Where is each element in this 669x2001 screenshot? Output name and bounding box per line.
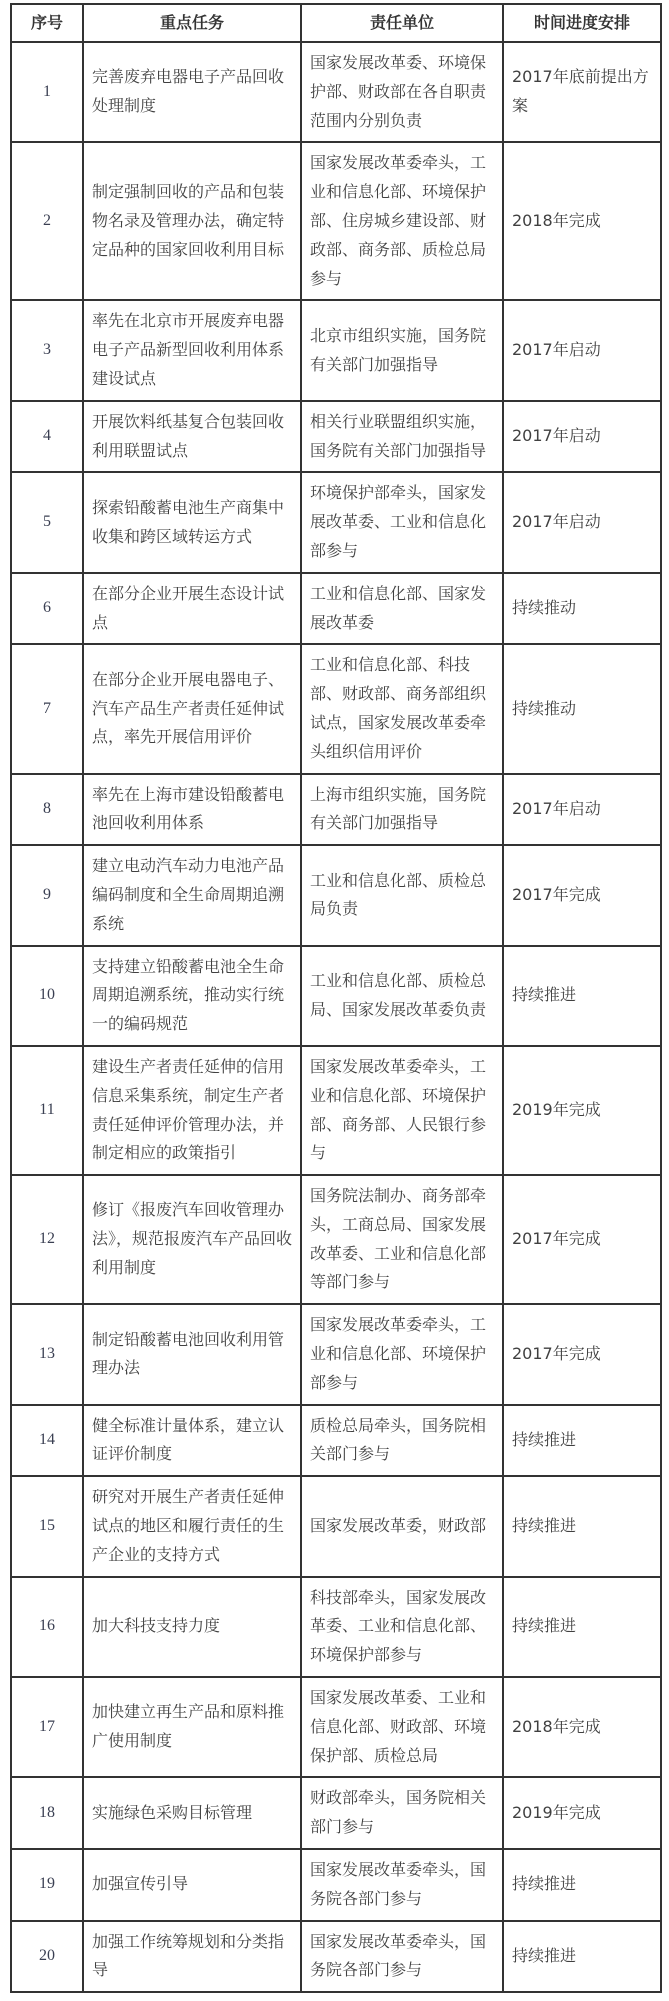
cell-schedule: 2017年完成 [503, 1304, 661, 1404]
cell-seq: 4 [11, 401, 83, 473]
table-row [11, 845, 661, 945]
header-unit: 责任单位 [301, 4, 503, 42]
task-schedule-table [10, 3, 662, 1993]
table-row [11, 300, 661, 400]
cell-unit: 工业和信息化部、质检总局负责 [301, 845, 503, 945]
table-row [11, 644, 661, 773]
table-body [11, 42, 661, 1992]
cell-task: 率先在上海市建设铅酸蓄电池回收利用体系 [83, 774, 301, 846]
cell-task: 制定铅酸蓄电池回收利用管理办法 [83, 1304, 301, 1404]
cell-unit: 国家发展改革委牵头，国务院各部门参与 [301, 1921, 503, 1993]
cell-seq: 3 [11, 300, 83, 400]
cell-task: 在部分企业开展电器电子、汽车产品生产者责任延伸试点，率先开展信用评价 [83, 644, 301, 773]
cell-unit: 科技部牵头，国家发展改革委、工业和信息化部、环境保护部参与 [301, 1577, 503, 1677]
cell-unit: 环境保护部牵头，国家发展改革委、工业和信息化部参与 [301, 472, 503, 572]
cell-schedule: 持续推进 [503, 1849, 661, 1921]
cell-schedule: 2018年完成 [503, 1677, 661, 1777]
cell-seq: 1 [11, 42, 83, 142]
cell-task: 完善废弃电器电子产品回收处理制度 [83, 42, 301, 142]
cell-unit: 上海市组织实施，国务院有关部门加强指导 [301, 774, 503, 846]
cell-unit: 工业和信息化部、科技部、财政部、商务部组织试点，国家发展改革委牵头组织信用评价 [301, 644, 503, 773]
cell-schedule: 2019年完成 [503, 1046, 661, 1175]
table-row [11, 1577, 661, 1677]
cell-task: 建立电动汽车动力电池产品编码制度和全生命周期追溯系统 [83, 845, 301, 945]
cell-seq: 10 [11, 946, 83, 1046]
cell-unit: 工业和信息化部、质检总局、国家发展改革委负责 [301, 946, 503, 1046]
table-row [11, 472, 661, 572]
table-row [11, 946, 661, 1046]
cell-task: 加大科技支持力度 [83, 1577, 301, 1677]
cell-task: 率先在北京市开展废弃电器电子产品新型回收利用体系建设试点 [83, 300, 301, 400]
cell-task: 修订《报废汽车回收管理办法》，规范报废汽车产品回收利用制度 [83, 1175, 301, 1304]
cell-unit: 国家发展改革委牵头，工业和信息化部、环境保护部参与 [301, 1304, 503, 1404]
cell-unit: 国家发展改革委、工业和信息化部、财政部、环境保护部、质检总局 [301, 1677, 503, 1777]
table-row [11, 1046, 661, 1175]
table-row [11, 1921, 661, 1993]
header-schedule: 时间进度安排 [503, 4, 661, 42]
table-row [11, 774, 661, 846]
cell-schedule: 持续推进 [503, 946, 661, 1046]
cell-schedule: 2017年启动 [503, 401, 661, 473]
cell-task: 开展饮料纸基复合包装回收利用联盟试点 [83, 401, 301, 473]
cell-unit: 国家发展改革委牵头，工业和信息化部、环境保护部、商务部、人民银行参与 [301, 1046, 503, 1175]
cell-task: 实施绿色采购目标管理 [83, 1777, 301, 1849]
cell-schedule: 2017年完成 [503, 845, 661, 945]
header-row [11, 4, 661, 42]
cell-schedule: 持续推进 [503, 1476, 661, 1576]
cell-schedule: 持续推进 [503, 1577, 661, 1677]
table-row [11, 42, 661, 142]
table-row [11, 1677, 661, 1777]
cell-schedule: 2017年启动 [503, 472, 661, 572]
cell-task: 支持建立铅酸蓄电池全生命周期追溯系统，推动实行统一的编码规范 [83, 946, 301, 1046]
cell-seq: 9 [11, 845, 83, 945]
cell-seq: 15 [11, 1476, 83, 1576]
cell-seq: 5 [11, 472, 83, 572]
cell-seq: 8 [11, 774, 83, 846]
cell-schedule: 2019年完成 [503, 1777, 661, 1849]
cell-seq: 13 [11, 1304, 83, 1404]
cell-unit: 国家发展改革委，财政部 [301, 1476, 503, 1576]
cell-seq: 19 [11, 1849, 83, 1921]
cell-unit: 财政部牵头，国务院相关部门参与 [301, 1777, 503, 1849]
cell-seq: 18 [11, 1777, 83, 1849]
cell-task: 健全标准计量体系，建立认证评价制度 [83, 1405, 301, 1477]
cell-unit: 国家发展改革委牵头，工业和信息化部、环境保护部、住房城乡建设部、财政部、商务部、质检总局参与 [301, 142, 503, 300]
cell-schedule: 2017年启动 [503, 774, 661, 846]
cell-unit: 相关行业联盟组织实施，国务院有关部门加强指导 [301, 401, 503, 473]
cell-seq: 16 [11, 1577, 83, 1677]
header-seq: 序号 [11, 4, 83, 42]
cell-schedule: 2018年完成 [503, 142, 661, 300]
table-row [11, 1849, 661, 1921]
cell-unit: 工业和信息化部、国家发展改革委 [301, 573, 503, 645]
cell-task: 建设生产者责任延伸的信用信息采集系统，制定生产者责任延伸评价管理办法，并制定相应的政策指引 [83, 1046, 301, 1175]
table-row [11, 401, 661, 473]
cell-seq: 2 [11, 142, 83, 300]
cell-task: 研究对开展生产者责任延伸试点的地区和履行责任的生产企业的支持方式 [83, 1476, 301, 1576]
table-row [11, 142, 661, 300]
cell-task: 加快建立再生产品和原料推广使用制度 [83, 1677, 301, 1777]
cell-seq: 20 [11, 1921, 83, 1993]
cell-unit: 北京市组织实施，国务院有关部门加强指导 [301, 300, 503, 400]
header-task: 重点任务 [83, 4, 301, 42]
cell-schedule: 持续推动 [503, 644, 661, 773]
table-row [11, 1304, 661, 1404]
cell-unit: 国家发展改革委牵头，国务院各部门参与 [301, 1849, 503, 1921]
cell-unit: 国家发展改革委、环境保护部、财政部在各自职责范围内分别负责 [301, 42, 503, 142]
cell-schedule: 持续推进 [503, 1405, 661, 1477]
table-row [11, 1777, 661, 1849]
cell-schedule: 2017年完成 [503, 1175, 661, 1304]
cell-seq: 14 [11, 1405, 83, 1477]
cell-schedule: 2017年底前提出方案 [503, 42, 661, 142]
cell-unit: 质检总局牵头，国务院相关部门参与 [301, 1405, 503, 1477]
cell-unit: 国务院法制办、商务部牵头，工商总局、国家发展改革委、工业和信息化部等部门参与 [301, 1175, 503, 1304]
cell-task: 探索铅酸蓄电池生产商集中收集和跨区域转运方式 [83, 472, 301, 572]
cell-seq: 11 [11, 1046, 83, 1175]
cell-task: 在部分企业开展生态设计试点 [83, 573, 301, 645]
cell-schedule: 2017年启动 [503, 300, 661, 400]
cell-seq: 12 [11, 1175, 83, 1304]
cell-seq: 17 [11, 1677, 83, 1777]
cell-task: 加强工作统筹规划和分类指导 [83, 1921, 301, 1993]
cell-seq: 6 [11, 573, 83, 645]
cell-seq: 7 [11, 644, 83, 773]
cell-task: 制定强制回收的产品和包装物名录及管理办法，确定特定品种的国家回收利用目标 [83, 142, 301, 300]
cell-schedule: 持续推动 [503, 573, 661, 645]
cell-task: 加强宣传引导 [83, 1849, 301, 1921]
cell-schedule: 持续推进 [503, 1921, 661, 1993]
table-row [11, 573, 661, 645]
table-row [11, 1405, 661, 1477]
table-row [11, 1476, 661, 1576]
table-header [11, 4, 661, 42]
table-row [11, 1175, 661, 1304]
